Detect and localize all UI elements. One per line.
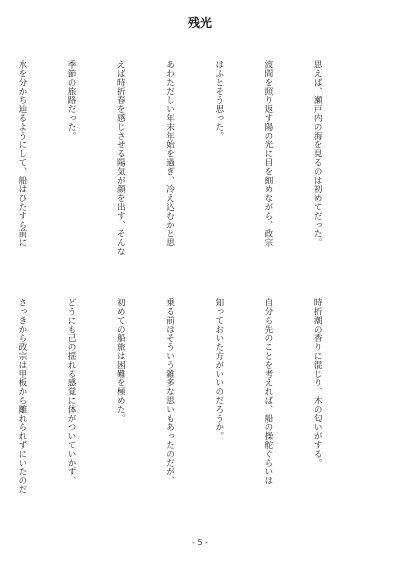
lower-text-block — [0, 298, 358, 523]
text-line: 乗る前はそういう雑多な思いもあったのだが、 — [164, 298, 175, 485]
text-line: えば時折春を感じさせる陽気が顔を出す、そんな — [115, 60, 126, 256]
text-line: 思えば、瀬戸内の海を見るのは初めてだった。 — [312, 60, 323, 247]
text-line: 波間を照り返す陽の光に目を細めながら、政宗 — [262, 60, 273, 247]
text-line: あわただしい年末年始を過ぎ、冷え込むかと思 — [164, 60, 175, 247]
text-line: はふとそう思った。 — [213, 60, 224, 141]
page-number: - 5 - — [192, 538, 208, 547]
text-line: 季節の旅路だった。 — [66, 60, 77, 141]
text-line: さっきから政宗は甲板から離れられずにいたのだ — [16, 298, 27, 494]
upper-text-block — [0, 60, 358, 280]
text-line: 水を分かち辿るようにして、船はひたすら前に — [16, 60, 27, 247]
chapter-title: 残光 — [187, 16, 212, 30]
text-line: 知っておいた方がいいのだろうか。 — [213, 298, 224, 441]
text-line: 初めての船旅は困難を極めた。 — [115, 298, 126, 423]
text-line: どうにも己の揺れる感覚に体がついていかず、 — [66, 298, 77, 485]
text-line: 自分ら先のことを考えれば、船の操舵ぐらいは — [262, 298, 273, 485]
text-line: 時折潮の香りに混じり、木の匂いがする。 — [312, 298, 323, 468]
